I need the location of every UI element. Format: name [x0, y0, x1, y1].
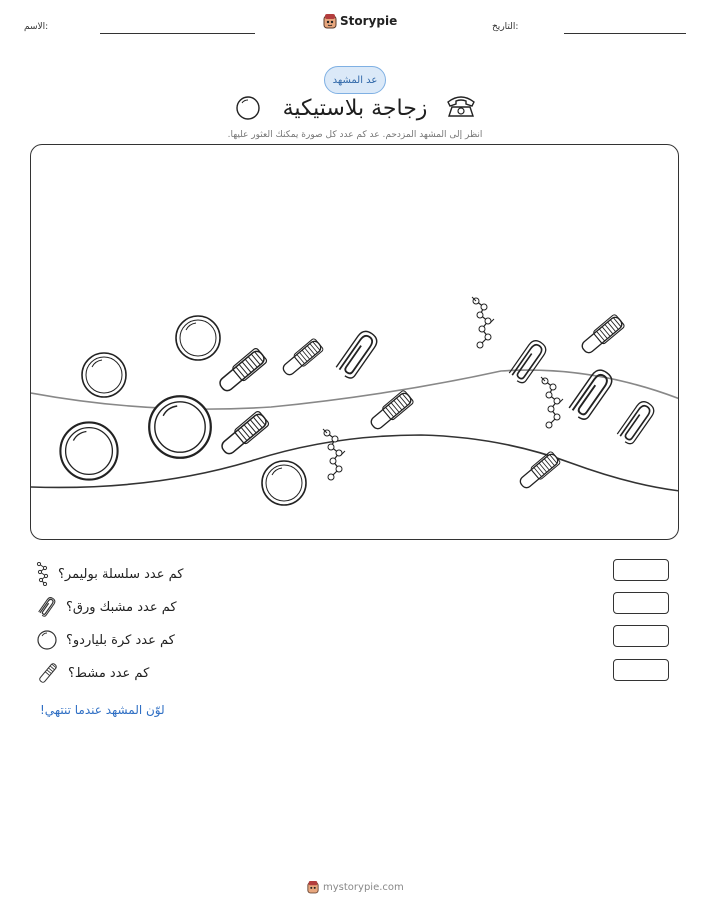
billiard-ball[interactable]: [60, 422, 117, 479]
comb[interactable]: [216, 347, 267, 394]
date-label: التاريخ:: [492, 22, 519, 32]
paperclip[interactable]: [616, 399, 657, 446]
paperclip-icon: [36, 596, 58, 618]
brand-logo: [323, 13, 397, 29]
billiard-ball[interactable]: [149, 396, 211, 458]
polymer-chain[interactable]: [323, 429, 345, 480]
paperclip[interactable]: [568, 367, 615, 422]
comb[interactable]: [579, 314, 625, 356]
paperclip[interactable]: [335, 328, 380, 380]
footer: [307, 880, 404, 894]
billiard-ball[interactable]: [82, 353, 126, 397]
storypie-mascot-icon: [307, 880, 319, 894]
question-text: كم عدد مشط؟: [68, 665, 150, 681]
scene-drawing: [31, 145, 679, 540]
paperclip[interactable]: [508, 338, 549, 385]
polymer-chain[interactable]: [541, 377, 563, 428]
name-line[interactable]: [100, 33, 255, 34]
billiard-ball-icon: [235, 95, 261, 121]
date-line[interactable]: [564, 33, 686, 34]
instructions: انظر إلى المشهد المزدحم. عد كم عدد كل صورة يمكنك العثور عليها.: [227, 130, 483, 140]
comb[interactable]: [218, 410, 269, 457]
polymer-chain-icon: [36, 562, 50, 586]
question-text: كم عدد مشبك ورق؟: [66, 599, 177, 615]
question-text: كم عدد سلسلة بوليمر؟: [58, 566, 184, 582]
question-billiard-ball: [36, 628, 236, 652]
busy-scene[interactable]: [30, 144, 679, 540]
footer-url[interactable]: mystorypie.com: [323, 881, 404, 893]
question-comb: [36, 661, 236, 685]
comb[interactable]: [368, 390, 414, 432]
storypie-mascot-icon: [323, 13, 337, 29]
answer-box-billiard-ball[interactable]: [613, 625, 669, 647]
question-paperclip: [36, 595, 236, 619]
answer-box-paperclip[interactable]: [613, 592, 669, 614]
comb[interactable]: [517, 451, 561, 491]
question-text: كم عدد كرة بلياردو؟: [66, 632, 175, 648]
billiard-ball[interactable]: [176, 316, 220, 360]
question-polymer-chain: [36, 562, 236, 586]
name-label: الاسم:: [24, 22, 49, 32]
scene-count-badge: عد المشهد: [324, 66, 386, 94]
color-instruction: لوّن المشهد عندما تنتهي!: [40, 703, 165, 717]
billiard-ball[interactable]: [262, 461, 306, 505]
comb[interactable]: [280, 338, 324, 378]
answer-box-comb[interactable]: [613, 659, 669, 681]
answer-box-polymer-chain[interactable]: [613, 559, 669, 581]
polymer-chain[interactable]: [472, 297, 494, 348]
billiard-ball-icon: [36, 629, 58, 651]
page-title: زجاجة بلاستيكية: [282, 96, 428, 121]
comb-icon: [36, 661, 60, 685]
brand-name: Storypie: [340, 14, 398, 28]
